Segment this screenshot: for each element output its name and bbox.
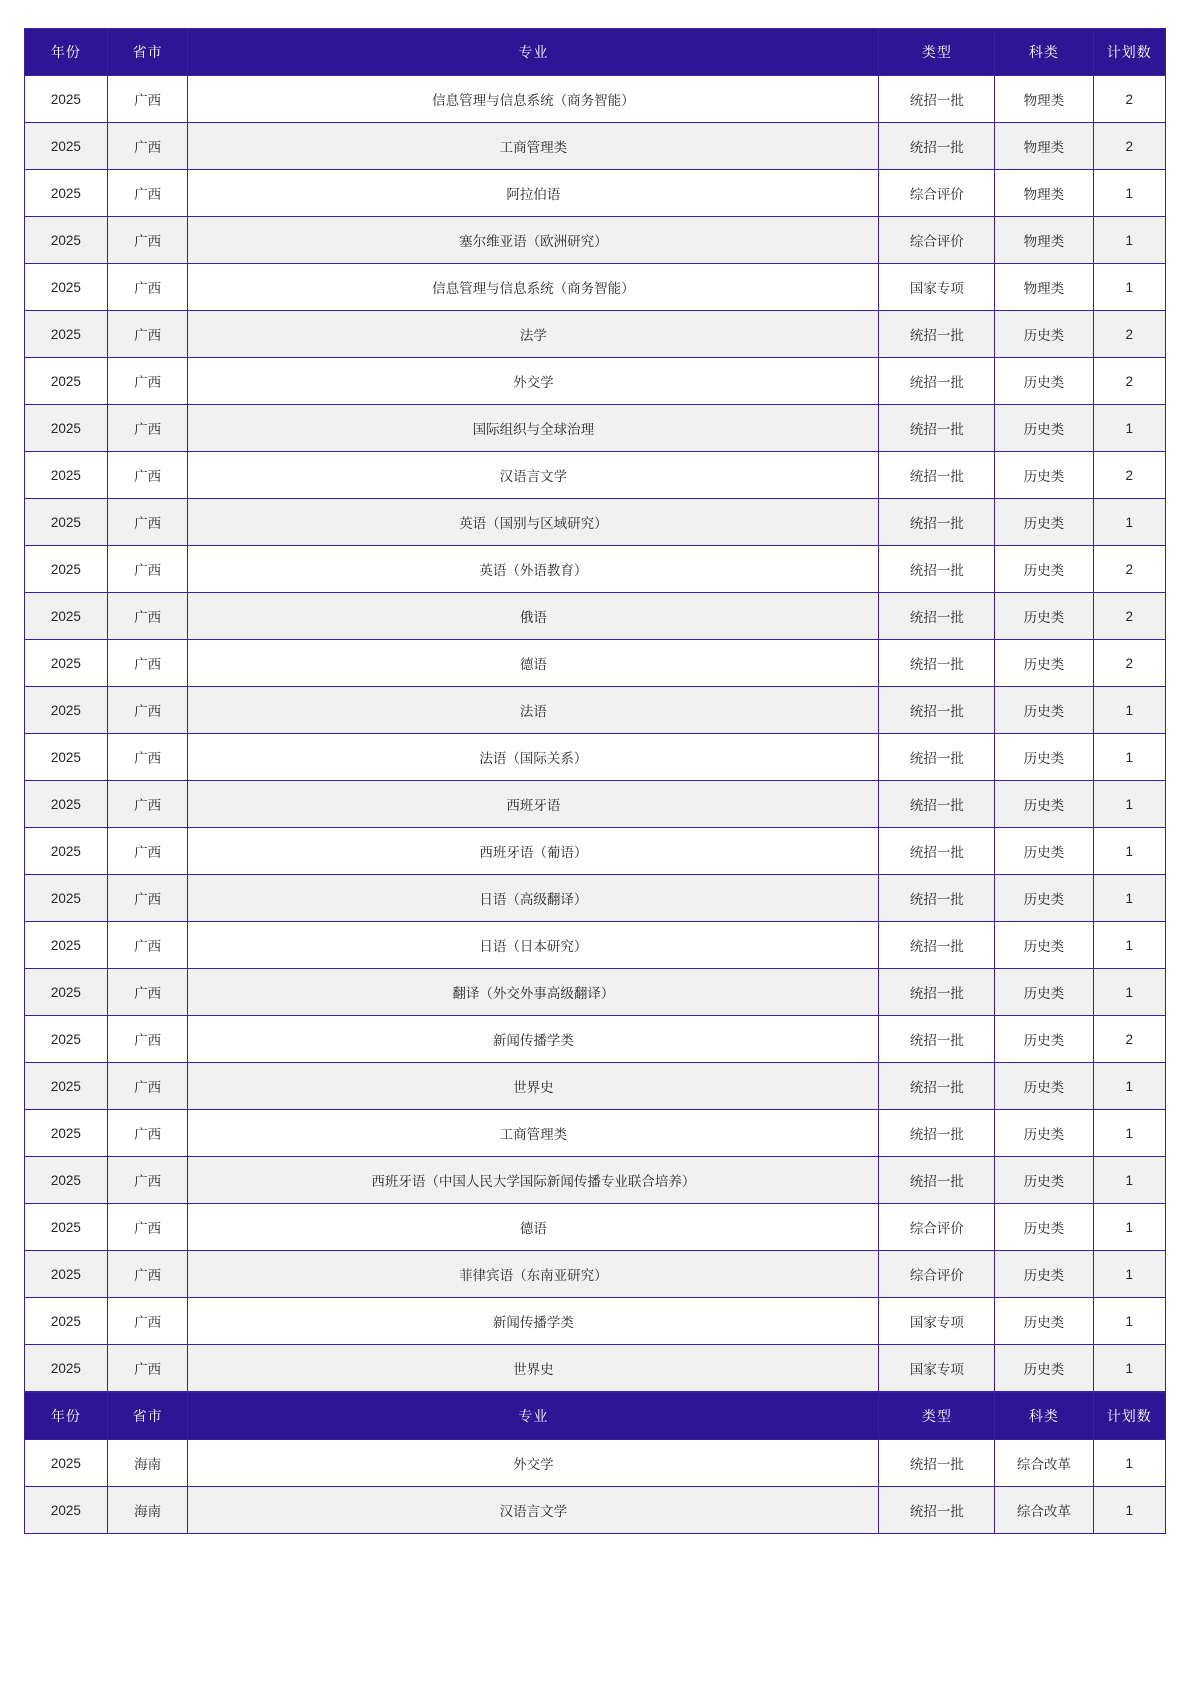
cell-type: 统招一批 [879,123,995,170]
table-row [25,1251,1166,1298]
cell-subject: 综合改革 [995,1487,1093,1534]
cell-major: 外交学 [188,1440,879,1487]
cell-subject: 历史类 [995,640,1093,687]
cell-major: 工商管理类 [188,123,879,170]
cell-major: 西班牙语（葡语） [188,828,879,875]
cell-province: 广西 [107,1157,188,1204]
table-row [25,217,1166,264]
cell-type: 统招一批 [879,1487,995,1534]
cell-subject: 历史类 [995,311,1093,358]
cell-province: 广西 [107,1063,188,1110]
cell-major: 阿拉伯语 [188,170,879,217]
cell-type: 统招一批 [879,1110,995,1157]
cell-province: 广西 [107,1204,188,1251]
table-row [25,1110,1166,1157]
cell-count: 1 [1093,217,1165,264]
cell-type: 统招一批 [879,76,995,123]
cell-count: 2 [1093,452,1165,499]
cell-year: 2025 [25,875,108,922]
column-header: 年份 [25,1393,108,1440]
cell-count: 2 [1093,123,1165,170]
cell-year: 2025 [25,264,108,311]
cell-count: 1 [1093,1345,1165,1392]
cell-subject: 历史类 [995,781,1093,828]
cell-count: 1 [1093,1204,1165,1251]
cell-year: 2025 [25,217,108,264]
cell-type: 综合评价 [879,1251,995,1298]
cell-province: 广西 [107,875,188,922]
cell-type: 统招一批 [879,781,995,828]
cell-count: 1 [1093,781,1165,828]
cell-type: 统招一批 [879,311,995,358]
cell-subject: 历史类 [995,734,1093,781]
column-header: 省市 [107,29,188,76]
cell-province: 广西 [107,640,188,687]
table-row [25,640,1166,687]
cell-type: 统招一批 [879,546,995,593]
cell-year: 2025 [25,546,108,593]
cell-count: 1 [1093,170,1165,217]
cell-province: 广西 [107,1345,188,1392]
cell-province: 广西 [107,969,188,1016]
cell-province: 广西 [107,264,188,311]
cell-year: 2025 [25,1110,108,1157]
cell-year: 2025 [25,452,108,499]
cell-province: 广西 [107,1251,188,1298]
cell-type: 统招一批 [879,1016,995,1063]
table-row [25,170,1166,217]
cell-major: 新闻传播学类 [188,1298,879,1345]
table-row [25,875,1166,922]
table-row [25,546,1166,593]
table-row [25,734,1166,781]
column-header: 省市 [107,1393,188,1440]
cell-major: 英语（国别与区域研究） [188,499,879,546]
cell-count: 1 [1093,1157,1165,1204]
cell-year: 2025 [25,1487,108,1534]
column-header: 科类 [995,1393,1093,1440]
cell-subject: 历史类 [995,405,1093,452]
cell-year: 2025 [25,1298,108,1345]
cell-major: 日语（高级翻译） [188,875,879,922]
table-row [25,1063,1166,1110]
cell-year: 2025 [25,828,108,875]
cell-count: 1 [1093,264,1165,311]
cell-year: 2025 [25,1016,108,1063]
column-header: 专业 [188,29,879,76]
column-header: 专业 [188,1393,879,1440]
cell-major: 翻译（外交外事高级翻译） [188,969,879,1016]
cell-province: 广西 [107,358,188,405]
plan-table-hainan [24,1392,1166,1534]
cell-type: 国家专项 [879,1298,995,1345]
cell-province: 广西 [107,546,188,593]
cell-count: 2 [1093,1016,1165,1063]
cell-type: 统招一批 [879,922,995,969]
cell-major: 德语 [188,640,879,687]
cell-major: 菲律宾语（东南亚研究） [188,1251,879,1298]
cell-count: 2 [1093,546,1165,593]
cell-type: 统招一批 [879,640,995,687]
cell-count: 2 [1093,76,1165,123]
cell-subject: 历史类 [995,828,1093,875]
cell-type: 统招一批 [879,875,995,922]
cell-type: 统招一批 [879,1157,995,1204]
column-header: 计划数 [1093,1393,1165,1440]
table-row [25,499,1166,546]
cell-province: 广西 [107,76,188,123]
plan-table-guangxi [24,28,1166,1392]
table-row [25,969,1166,1016]
cell-subject: 历史类 [995,687,1093,734]
cell-major: 汉语言文学 [188,452,879,499]
cell-year: 2025 [25,687,108,734]
cell-province: 广西 [107,405,188,452]
cell-count: 1 [1093,1251,1165,1298]
cell-subject: 综合改革 [995,1440,1093,1487]
cell-subject: 历史类 [995,593,1093,640]
table-row [25,1440,1166,1487]
cell-count: 2 [1093,593,1165,640]
tables-root [24,28,1166,1534]
cell-subject: 历史类 [995,1157,1093,1204]
cell-year: 2025 [25,969,108,1016]
cell-subject: 物理类 [995,217,1093,264]
cell-count: 1 [1093,828,1165,875]
table-row [25,311,1166,358]
table-row [25,1487,1166,1534]
cell-count: 1 [1093,1487,1165,1534]
cell-subject: 历史类 [995,875,1093,922]
cell-type: 统招一批 [879,1440,995,1487]
cell-count: 1 [1093,1298,1165,1345]
cell-type: 综合评价 [879,170,995,217]
cell-province: 广西 [107,734,188,781]
cell-province: 广西 [107,123,188,170]
cell-province: 海南 [107,1487,188,1534]
cell-major: 法学 [188,311,879,358]
cell-year: 2025 [25,1345,108,1392]
cell-subject: 历史类 [995,1016,1093,1063]
cell-province: 广西 [107,828,188,875]
cell-type: 统招一批 [879,687,995,734]
cell-year: 2025 [25,76,108,123]
cell-province: 广西 [107,1016,188,1063]
cell-year: 2025 [25,1157,108,1204]
column-header: 类型 [879,29,995,76]
cell-count: 1 [1093,734,1165,781]
cell-type: 统招一批 [879,499,995,546]
cell-major: 俄语 [188,593,879,640]
cell-major: 塞尔维亚语（欧洲研究） [188,217,879,264]
cell-count: 1 [1093,1440,1165,1487]
cell-subject: 历史类 [995,1345,1093,1392]
cell-year: 2025 [25,170,108,217]
cell-type: 统招一批 [879,358,995,405]
cell-major: 德语 [188,1204,879,1251]
cell-province: 广西 [107,452,188,499]
cell-major: 英语（外语教育） [188,546,879,593]
cell-year: 2025 [25,499,108,546]
cell-type: 统招一批 [879,734,995,781]
table-row [25,1298,1166,1345]
cell-count: 1 [1093,405,1165,452]
table-row [25,264,1166,311]
cell-year: 2025 [25,123,108,170]
table-row [25,1204,1166,1251]
cell-subject: 历史类 [995,969,1093,1016]
cell-year: 2025 [25,1063,108,1110]
cell-year: 2025 [25,734,108,781]
table-row [25,1345,1166,1392]
table-row [25,1016,1166,1063]
cell-major: 信息管理与信息系统（商务智能） [188,76,879,123]
cell-province: 广西 [107,1110,188,1157]
table-row [25,922,1166,969]
cell-subject: 物理类 [995,170,1093,217]
cell-type: 统招一批 [879,969,995,1016]
cell-type: 统招一批 [879,828,995,875]
cell-year: 2025 [25,358,108,405]
table-row [25,593,1166,640]
cell-subject: 历史类 [995,1063,1093,1110]
column-header: 年份 [25,29,108,76]
cell-province: 广西 [107,217,188,264]
cell-major: 世界史 [188,1345,879,1392]
cell-year: 2025 [25,781,108,828]
cell-count: 2 [1093,358,1165,405]
table-header-row [25,29,1166,76]
cell-year: 2025 [25,640,108,687]
cell-major: 日语（日本研究） [188,922,879,969]
cell-type: 国家专项 [879,264,995,311]
cell-type: 统招一批 [879,452,995,499]
cell-major: 外交学 [188,358,879,405]
cell-subject: 历史类 [995,1110,1093,1157]
cell-subject: 物理类 [995,123,1093,170]
cell-year: 2025 [25,922,108,969]
cell-province: 广西 [107,593,188,640]
cell-major: 世界史 [188,1063,879,1110]
column-header: 计划数 [1093,29,1165,76]
cell-count: 1 [1093,922,1165,969]
cell-major: 法语 [188,687,879,734]
table-row [25,123,1166,170]
cell-subject: 物理类 [995,264,1093,311]
cell-subject: 历史类 [995,1298,1093,1345]
cell-major: 新闻传播学类 [188,1016,879,1063]
cell-province: 广西 [107,781,188,828]
cell-count: 1 [1093,499,1165,546]
cell-major: 信息管理与信息系统（商务智能） [188,264,879,311]
cell-type: 统招一批 [879,593,995,640]
cell-type: 综合评价 [879,217,995,264]
table-header-row [25,1393,1166,1440]
cell-major: 西班牙语 [188,781,879,828]
cell-year: 2025 [25,1440,108,1487]
table-row [25,76,1166,123]
cell-type: 综合评价 [879,1204,995,1251]
cell-year: 2025 [25,593,108,640]
table-row [25,405,1166,452]
cell-province: 广西 [107,687,188,734]
cell-subject: 物理类 [995,76,1093,123]
cell-province: 海南 [107,1440,188,1487]
column-header: 类型 [879,1393,995,1440]
cell-major: 工商管理类 [188,1110,879,1157]
cell-province: 广西 [107,170,188,217]
cell-year: 2025 [25,405,108,452]
cell-count: 1 [1093,687,1165,734]
cell-major: 法语（国际关系） [188,734,879,781]
cell-year: 2025 [25,1251,108,1298]
cell-year: 2025 [25,311,108,358]
cell-province: 广西 [107,1298,188,1345]
cell-count: 1 [1093,1110,1165,1157]
cell-count: 1 [1093,969,1165,1016]
cell-major: 西班牙语（中国人民大学国际新闻传播专业联合培养） [188,1157,879,1204]
table-row [25,828,1166,875]
cell-subject: 历史类 [995,499,1093,546]
table-row [25,687,1166,734]
cell-province: 广西 [107,922,188,969]
cell-subject: 历史类 [995,1251,1093,1298]
cell-subject: 历史类 [995,452,1093,499]
cell-type: 统招一批 [879,405,995,452]
cell-count: 1 [1093,875,1165,922]
cell-subject: 历史类 [995,358,1093,405]
cell-province: 广西 [107,311,188,358]
table-row [25,358,1166,405]
table-row [25,452,1166,499]
cell-province: 广西 [107,499,188,546]
cell-count: 2 [1093,640,1165,687]
cell-year: 2025 [25,1204,108,1251]
cell-subject: 历史类 [995,546,1093,593]
cell-type: 统招一批 [879,1063,995,1110]
cell-major: 汉语言文学 [188,1487,879,1534]
cell-type: 国家专项 [879,1345,995,1392]
cell-subject: 历史类 [995,922,1093,969]
cell-subject: 历史类 [995,1204,1093,1251]
column-header: 科类 [995,29,1093,76]
table-row [25,781,1166,828]
cell-count: 1 [1093,1063,1165,1110]
cell-major: 国际组织与全球治理 [188,405,879,452]
cell-count: 2 [1093,311,1165,358]
table-row [25,1157,1166,1204]
